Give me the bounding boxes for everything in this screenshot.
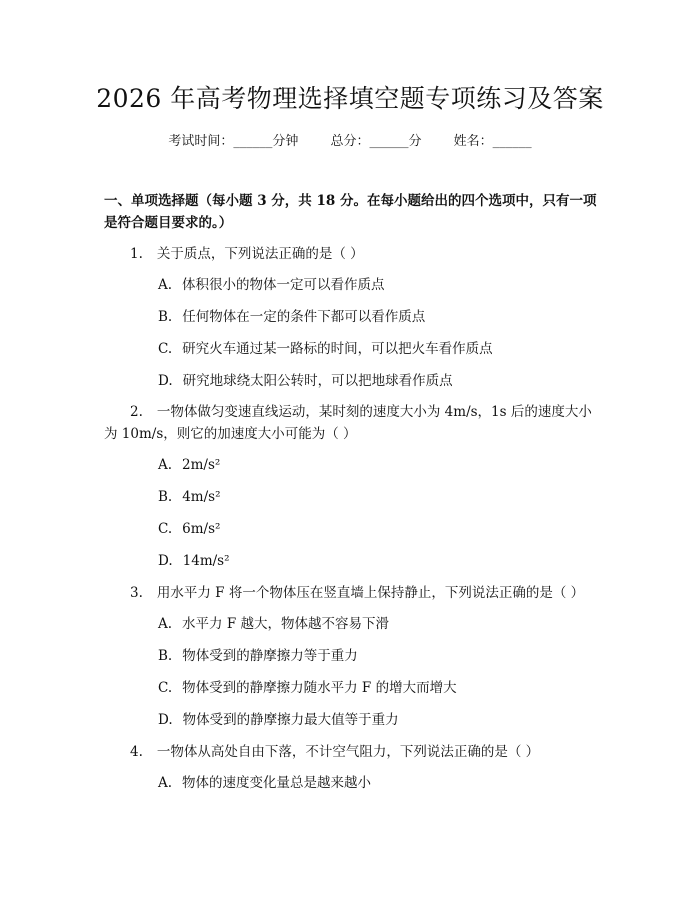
option-text: 任何物体在一定的条件下都可以看作质点 — [182, 309, 426, 325]
question-3 — [130, 582, 600, 604]
option-text: 4m/s² — [182, 489, 221, 505]
option-letter: C. — [158, 680, 173, 696]
option-letter: B. — [158, 648, 173, 664]
total-score-field: 总分：______分 — [330, 134, 422, 149]
section-heading-single-choice: 一、单项选择题（每小题 3 分，共 18 分。在每小题给出的四个选项中，只有一项是符合题目要求的。） — [104, 193, 597, 231]
question-2-option-b — [158, 486, 598, 508]
option-text: 物体的速度变化量总是越来越小 — [182, 775, 372, 791]
question-2-option-c — [158, 518, 598, 540]
option-letter: A. — [158, 616, 173, 632]
question-4 — [130, 741, 600, 763]
option-letter: B. — [158, 309, 173, 325]
option-letter: A. — [158, 277, 173, 293]
question-1 — [130, 243, 600, 265]
option-text: 2m/s² — [182, 457, 221, 473]
question-3-option-a — [158, 613, 598, 635]
document-title: 2026 年高考物理选择填空题专项练习及答案 — [96, 84, 604, 113]
question-1-option-a — [158, 274, 598, 296]
exam-time-field: 考试时间：______分钟 — [168, 134, 299, 149]
option-text: 体积很小的物体一定可以看作质点 — [182, 277, 385, 293]
option-text: 物体受到的静摩擦力等于重力 — [182, 648, 358, 664]
option-text: 14m/s² — [182, 553, 230, 569]
option-text: 研究火车通过某一路标的时间，可以把火车看作质点 — [182, 341, 493, 357]
question-3-option-c — [158, 677, 598, 699]
question-2-option-a — [158, 454, 598, 476]
option-text: 研究地球绕太阳公转时，可以把地球看作质点 — [182, 373, 453, 389]
option-text: 水平力 F 越大，物体越不容易下滑 — [182, 616, 389, 632]
question-3-option-d — [158, 709, 598, 731]
option-letter: A. — [158, 457, 173, 473]
option-text: 6m/s² — [182, 521, 221, 537]
question-number: 3. — [130, 585, 143, 601]
option-text: 物体受到的静摩擦力最大值等于重力 — [182, 712, 399, 728]
question-text: 关于质点，下列说法正确的是（ ） — [156, 246, 364, 262]
question-text: 一物体从高处自由下落，不计空气阻力，下列说法正确的是（ ） — [156, 744, 540, 760]
question-1-option-b — [158, 306, 598, 328]
exam-info — [0, 132, 700, 152]
option-letter: D. — [158, 373, 173, 389]
option-letter: A. — [158, 775, 173, 791]
student-name-field: 姓名：______ — [453, 134, 532, 149]
question-2-option-d — [158, 550, 598, 572]
option-letter: C. — [158, 341, 173, 357]
question-1-option-c — [158, 338, 598, 360]
question-1-option-d — [158, 370, 598, 392]
question-3-option-b — [158, 645, 598, 667]
question-number: 2. — [130, 404, 143, 420]
question-2 — [104, 401, 600, 445]
question-text: 一物体做匀变速直线运动，某时刻的速度大小为 4m/s，1s 后的速度大小为 10m/s，则它的加速度大小可能为（ ） — [104, 404, 592, 442]
question-text: 用水平力 F 将一个物体压在竖直墙上保持静止，下列说法正确的是（ ） — [156, 585, 585, 601]
option-letter: D. — [158, 553, 173, 569]
option-text: 物体受到的静摩擦力随水平力 F 的增大而增大 — [182, 680, 457, 696]
question-number: 1. — [130, 246, 143, 262]
option-letter: D. — [158, 712, 173, 728]
question-number: 4. — [130, 744, 143, 760]
option-letter: C. — [158, 521, 173, 537]
question-4-option-a — [158, 772, 598, 794]
option-letter: B. — [158, 489, 173, 505]
